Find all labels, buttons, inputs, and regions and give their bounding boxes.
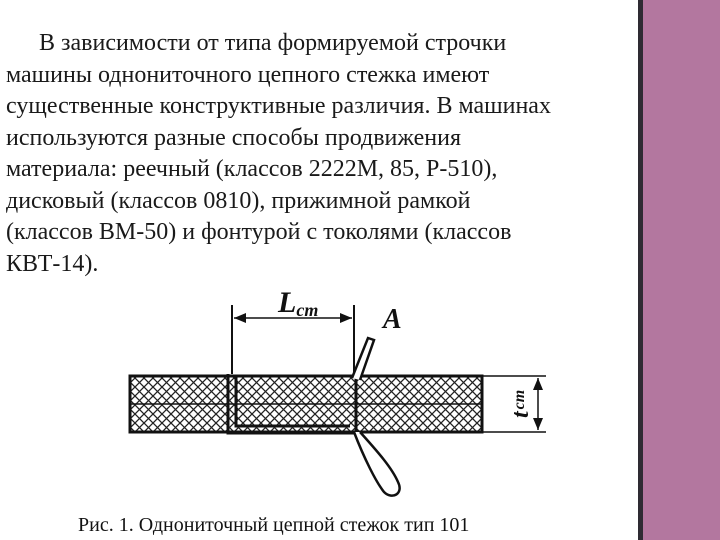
text-line-8: КВТ-14). (6, 250, 99, 277)
text-line-6: дисковый (классов 0810), прижимной рамкой (6, 187, 471, 214)
thread-upper (352, 338, 374, 380)
label-point-a: A (383, 304, 402, 335)
thickness-arrow-top (533, 378, 543, 390)
arrow-left (234, 313, 246, 323)
text-line-4: используются разные способы продвижения (6, 124, 462, 151)
thread-lower-loop (354, 432, 400, 496)
arrow-right (340, 313, 352, 323)
text-line-1: В зависимости от типа формируемой строчки (39, 30, 507, 56)
text-line-5: материала: реечный (классов 2222М, 85, Р-510), (6, 156, 498, 182)
label-thickness: tст (508, 389, 534, 418)
text-line-2: машины однониточного цепного стежка имеют (6, 61, 490, 88)
text-line-7: (классов ВМ-50) и фонтурой с токолями (классов (6, 219, 512, 245)
label-stitch-length: Lст (278, 286, 319, 320)
text-line-3: существенные конструктивные различия. В машинах (6, 93, 551, 119)
thickness-arrow-bottom (533, 418, 543, 430)
figure-caption: Рис. 1. Однониточный цепной стежок тип 101 (78, 514, 470, 536)
